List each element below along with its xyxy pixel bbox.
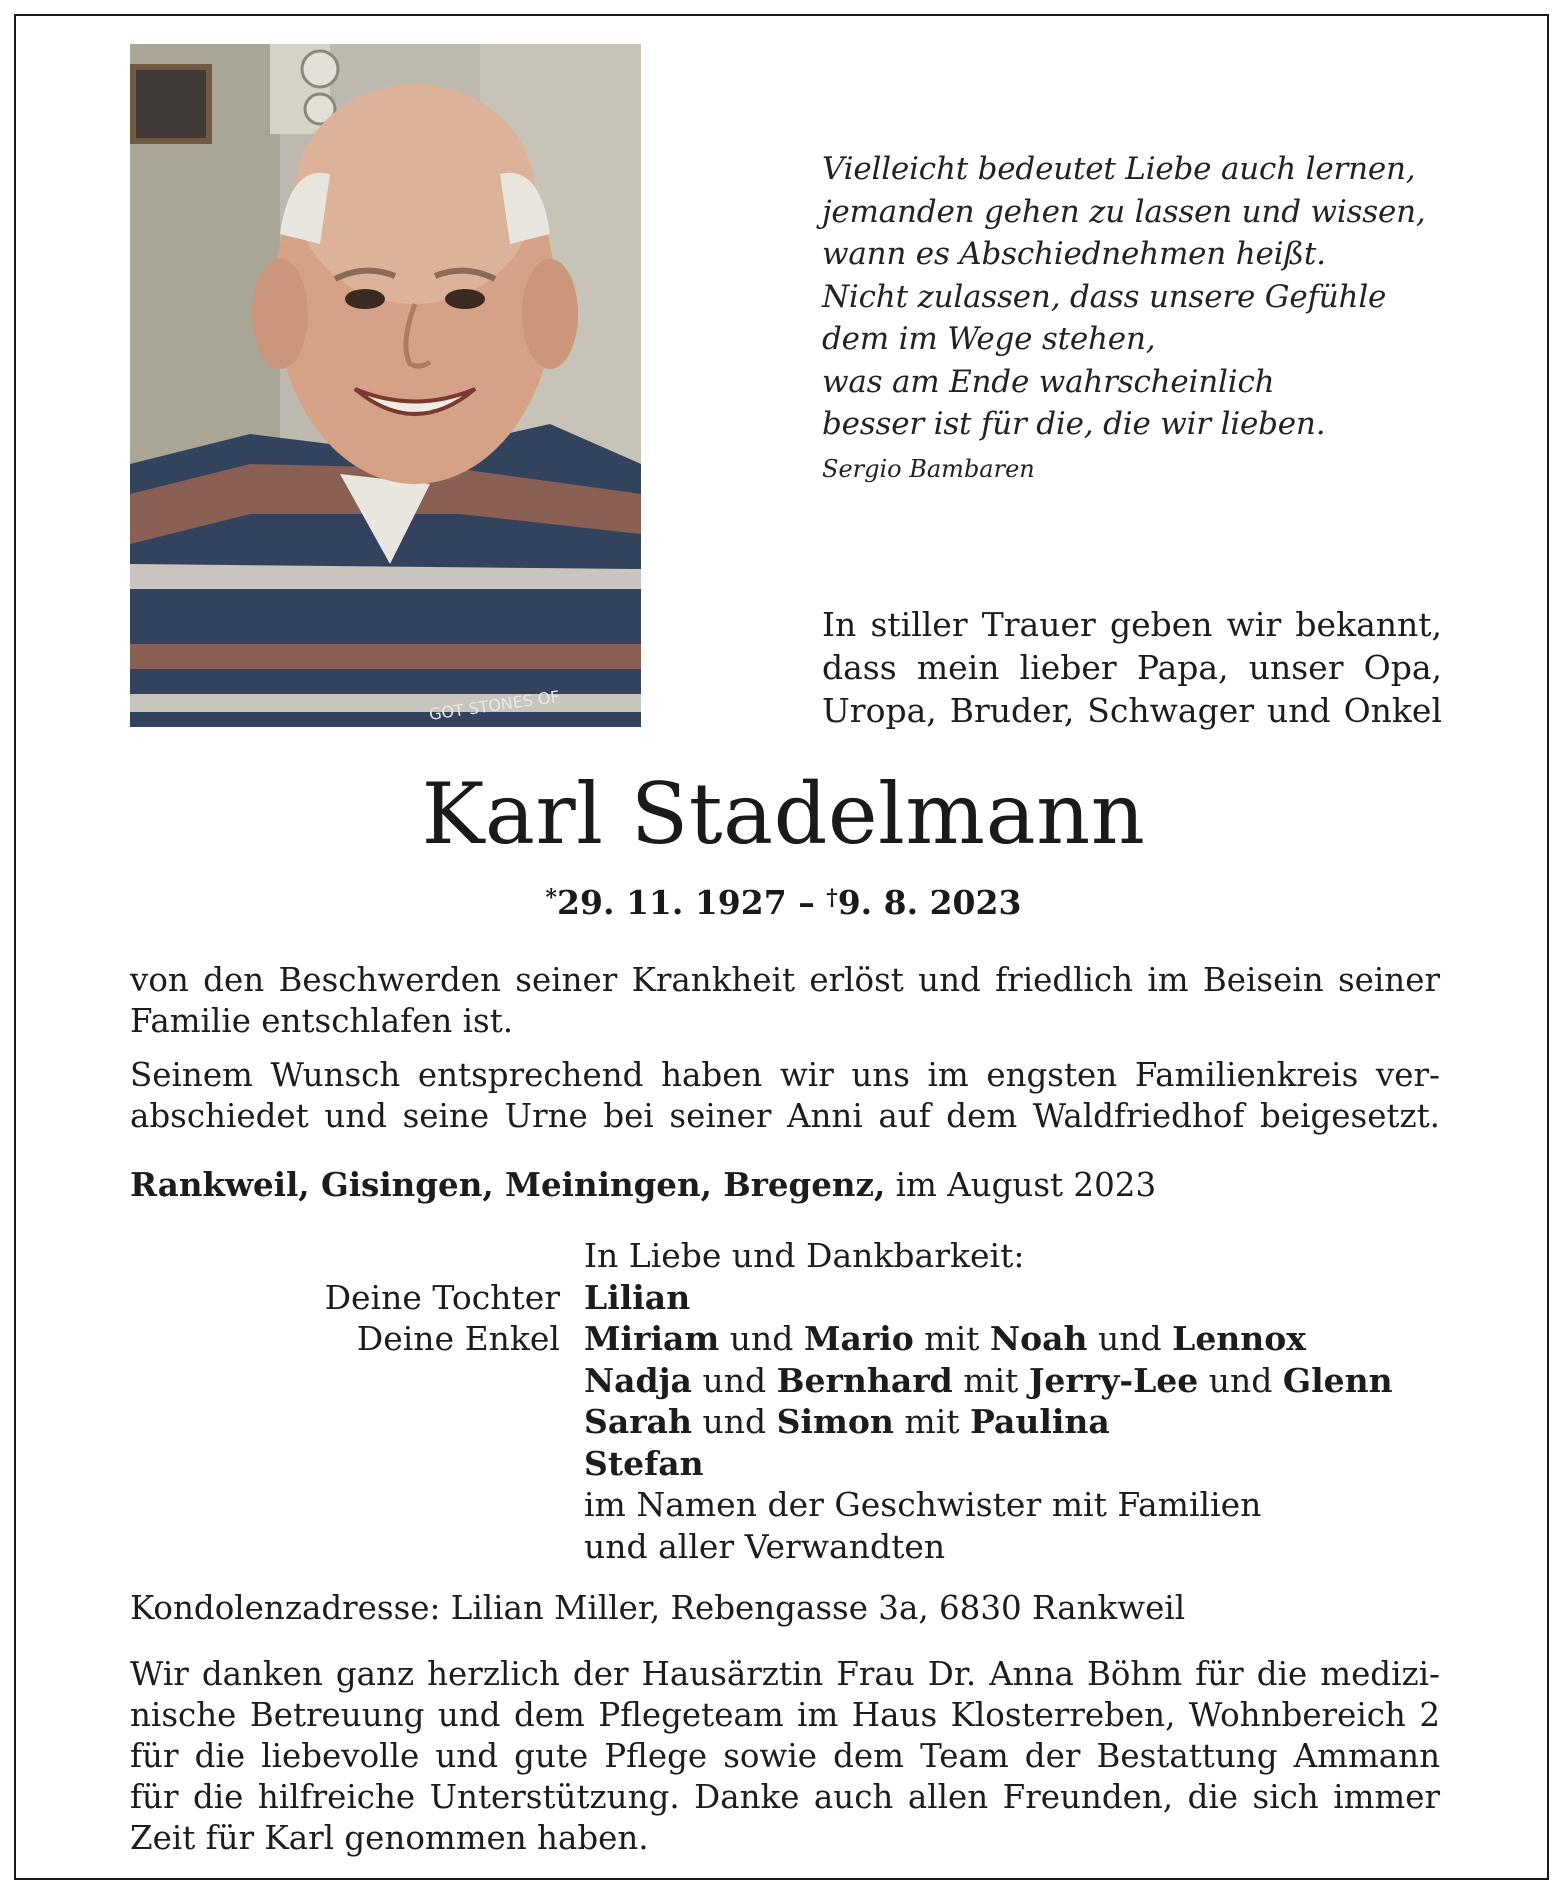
thanks-paragraph [130, 1654, 1440, 1859]
siblings-line: im Namen der Geschwister mit Familien [584, 1485, 1262, 1524]
paragraph-line: Familie entschlafen ist. [130, 1002, 514, 1040]
grandchildren-row: Nadja und Bernhard mit Jerry-Lee und Glenn [584, 1360, 1393, 1400]
place-date-line [130, 1164, 1440, 1206]
thanks-line: nische Betreuung und dem Pflegeteam im Haus Klosterreben, Wohnbereich 2 [130, 1696, 1440, 1734]
paragraph-funeral [130, 1055, 1440, 1137]
death-date: 9. 8. 2023 [837, 883, 1022, 922]
paragraph-passing [130, 960, 1440, 1042]
portrait-photo [130, 44, 641, 727]
condolence-address: Kondolenzadresse: Lilian Miller, Rebengasse 3a, 6830 Rankweil [130, 1589, 1186, 1627]
quote-line: Vielleicht bedeutet Liebe auch lernen, [822, 151, 1416, 187]
deceased-name: Karl Stadelmann [421, 765, 1146, 863]
quote-line: dem im Wege stehen, [822, 321, 1156, 357]
thanks-line: Wir danken ganz herzlich der Hausärztin Frau Dr. Anna Böhm für die medizi- [130, 1655, 1440, 1693]
places: Rankweil, Gisingen, Meiningen, Bregenz, [130, 1165, 886, 1204]
grandchildren-row: Stefan [584, 1443, 704, 1483]
month-year: im August 2023 [895, 1166, 1157, 1204]
date-separator: – [798, 883, 815, 922]
thanks-line: Zeit für Karl genommen haben. [130, 1819, 649, 1857]
daughter-name: Lilian [584, 1277, 691, 1317]
announcement-line: Uropa, Bruder, Schwager und Onkel [822, 691, 1442, 730]
shirt-print: GOT STONES OF [427, 686, 561, 724]
quote-line: jemanden gehen zu lassen und wissen, [822, 193, 1426, 230]
quote-line: Nicht zulassen, dass unsere Gefühle [822, 278, 1387, 315]
daughter-label: Deine Tochter [324, 1277, 560, 1317]
quote [822, 148, 1472, 446]
quote-line: was am Ende wahrscheinlich [822, 363, 1275, 400]
paragraph-line: abschiedet und seine Urne bei seiner Anni auf dem Waldfriedhof beigesetzt. [130, 1097, 1440, 1135]
quote-line: wann es Abschiednehmen heißt. [822, 236, 1326, 272]
portrait-image [130, 44, 641, 727]
announcement-line: In stiller Trauer geben wir bekannt, [822, 605, 1442, 644]
quote-author: Sergio Bambaren [822, 455, 1035, 483]
announcement [822, 603, 1442, 732]
announcement-line: dass mein lieber Papa, unser Opa, [822, 648, 1442, 687]
grandchildren-row: Miriam und Mario mit Noah und Lennox [584, 1319, 1306, 1358]
birth-symbol: * [545, 885, 558, 911]
quote-line: besser ist für die, die wir lieben. [822, 406, 1326, 442]
grandchildren-label: Deine Enkel [356, 1319, 560, 1358]
birth-date: 29. 11. 1927 [557, 883, 787, 922]
paragraph-line: Seinem Wunsch entsprechend haben wir uns im engsten Familienkreis ver- [130, 1056, 1440, 1094]
signers-intro: In Liebe und Dankbarkeit: [584, 1236, 1025, 1275]
relatives-line: und aller Verwandten [584, 1526, 946, 1566]
paragraph-line: von den Beschwerden seiner Krankheit erlöst und friedlich im Beisein seiner [130, 961, 1440, 999]
thanks-line: für die liebevolle und gute Pflege sowie dem Team der Bestattung Ammann [130, 1737, 1440, 1775]
thanks-line: für die hilfreiche Unterstützung. Danke auch allen Freunden, die sich immer [130, 1778, 1440, 1816]
life-dates [0, 883, 1567, 922]
grandchildren-row: Sarah und Simon mit Paulina [584, 1402, 1110, 1441]
death-symbol: † [826, 885, 838, 911]
